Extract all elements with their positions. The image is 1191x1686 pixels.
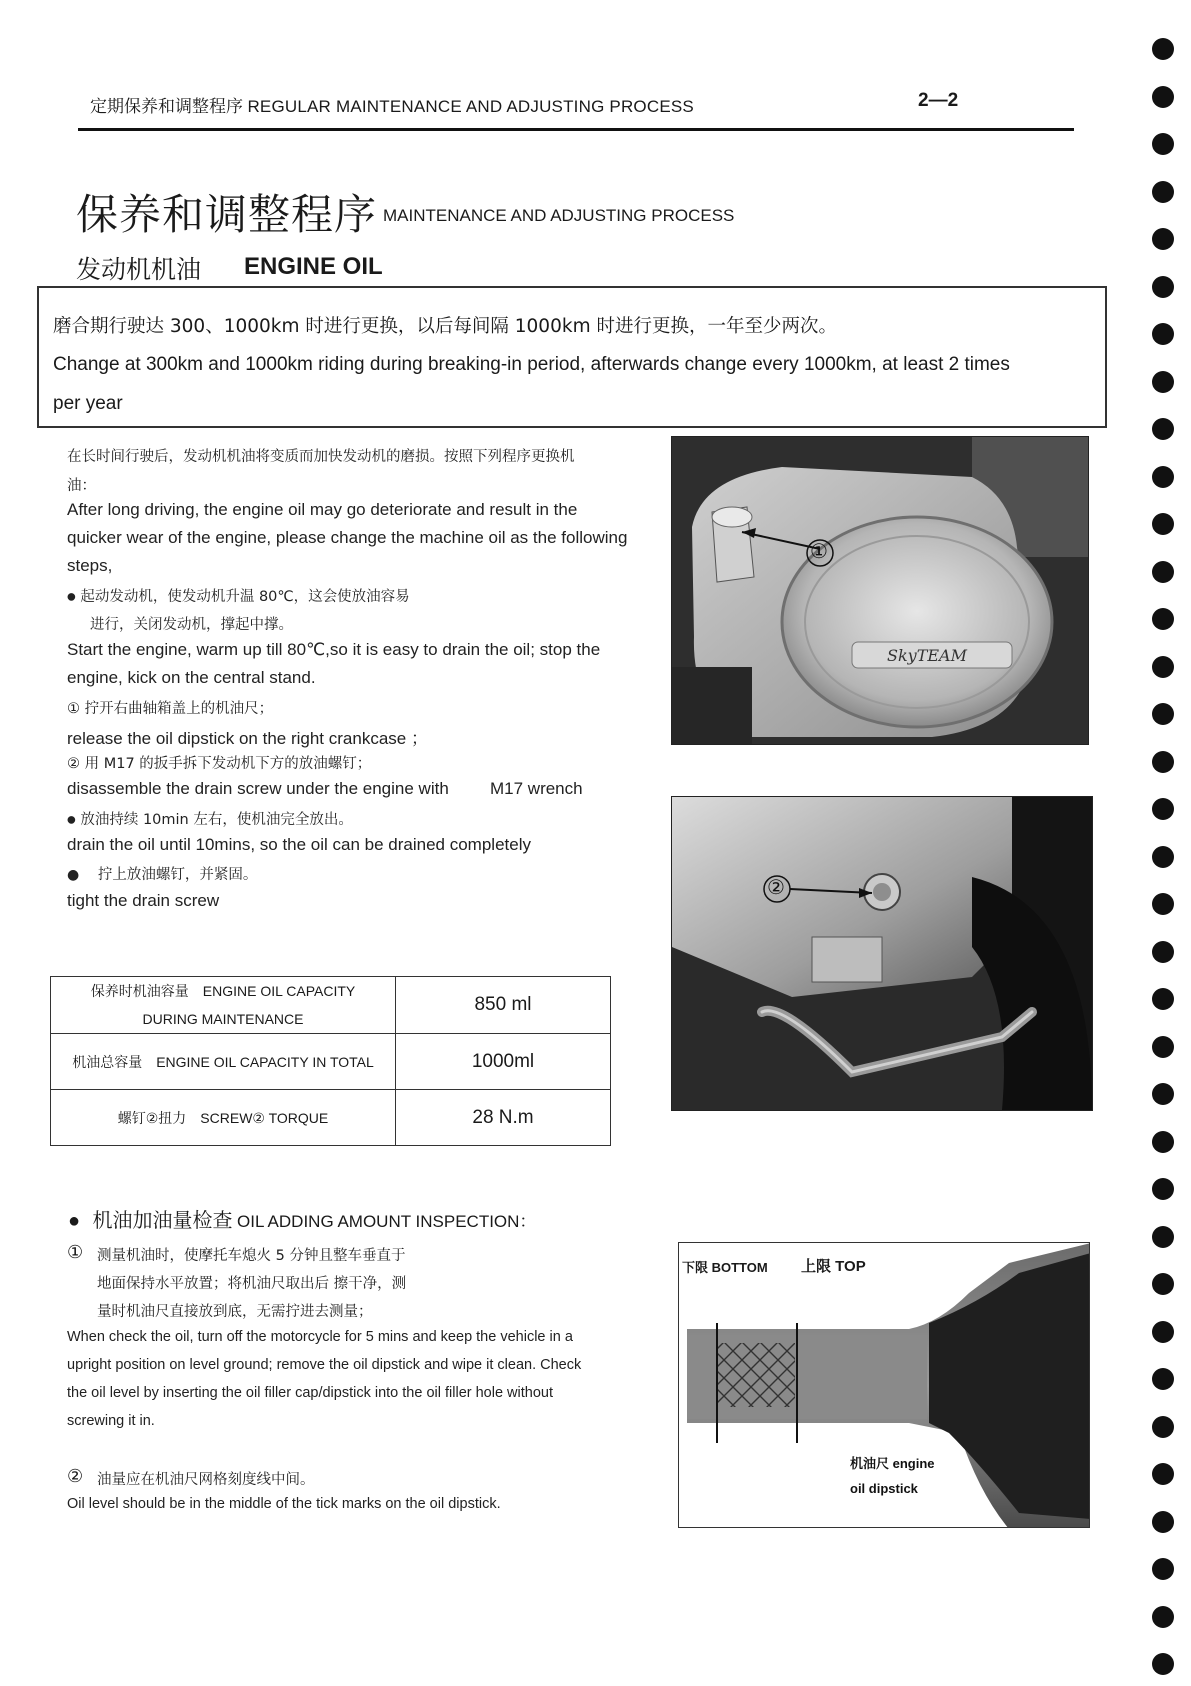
inspection-item1-number: ① [67, 1242, 84, 1262]
binding-hole [1152, 418, 1174, 440]
inspection-item1-cn-line1: 测量机油时，使摩托车熄火 5 分钟且整车垂直于 [97, 1248, 406, 1264]
binding-hole [1152, 513, 1174, 535]
binding-hole [1152, 276, 1174, 298]
bullet-icon: ● [68, 1210, 81, 1232]
binding-hole [1152, 466, 1174, 488]
row3-label: 螺钉②扭力 SCREW② TORQUE [51, 1090, 396, 1146]
dipstick-name-line2: oil dipstick [850, 1481, 918, 1496]
skyteam-logo-text: SkyTEAM [887, 646, 967, 665]
binding-hole [1152, 1226, 1174, 1248]
binding-hole [1152, 1131, 1174, 1153]
binding-hole [1152, 751, 1174, 773]
header-section-en: REGULAR MAINTENANCE AND ADJUSTING PROCESS [247, 97, 694, 116]
dipstick-name-line1: 机油尺 engine [850, 1453, 935, 1472]
binding-hole [1152, 561, 1174, 583]
header-rule [78, 128, 1074, 131]
step2-cn: ① 拧开右曲轴箱盖上的机油尺； [67, 701, 274, 717]
binding-hole [1152, 1321, 1174, 1343]
page-title-en: MAINTENANCE AND ADJUSTING PROCESS [383, 206, 735, 225]
running-header [90, 92, 694, 117]
inspection-item1-cn-line3: 量时机油尺直接放到底，无需拧进去测量； [97, 1304, 373, 1320]
dipstick-bottom-label: 下限 BOTTOM [682, 1260, 768, 1275]
table-row [51, 1034, 611, 1090]
binding-hole [1152, 656, 1174, 678]
row1-label-line2: DURING MAINTENANCE [142, 1011, 304, 1027]
inspection-item1-cn-line2: 地面保持水平放置；将机油尺取出后 擦干净，测 [97, 1276, 407, 1292]
binding-hole [1152, 703, 1174, 725]
binding-hole [1152, 1558, 1174, 1580]
binding-hole [1152, 38, 1174, 60]
step2-en: release the oil dipstick on the right crankcase ； [67, 729, 428, 748]
step1-cn-line2: 进行，关闭发动机，撑起中撑。 [90, 617, 293, 633]
row2-label: 机油总容量 ENGINE OIL CAPACITY IN TOTAL [51, 1034, 396, 1090]
page-number: 2—2 [918, 90, 959, 111]
oil-dipstick-figure [678, 1242, 1090, 1528]
inspection-item2-number: ② [67, 1466, 84, 1486]
step5-cn-line [67, 863, 257, 884]
binding-hole [1152, 323, 1174, 345]
binding-hole [1152, 1653, 1174, 1675]
binding-hole [1152, 133, 1174, 155]
binding-hole [1152, 1368, 1174, 1390]
intro-en-line1: After long driving, the engine oil may go deteriorate and result in the [67, 500, 578, 519]
table-cell-label [51, 977, 396, 1034]
binding-hole [1152, 86, 1174, 108]
section-title-cn: 发动机机油 [76, 255, 202, 284]
page-title-cn: 保养和调整程序 [76, 190, 378, 239]
step5-cn-text: 拧上放油螺钉，并紧固。 [97, 867, 258, 883]
engine-crankcase-illustration [672, 437, 1088, 744]
inspection-item1-en-line2: upright position on level ground; remove the oil dipstick and wipe it clean. Check [67, 1357, 582, 1373]
dipstick-top-label: 上限 TOP [801, 1258, 866, 1275]
binding-hole [1152, 1606, 1174, 1628]
step1-cn-line1 [67, 585, 410, 606]
binding-hole [1152, 228, 1174, 250]
binding-hole [1152, 846, 1174, 868]
inspection-item1-en-line3: the oil level by inserting the oil filler cap/dipstick into the oil filler hole without [67, 1385, 553, 1401]
callout-1-label: ① [810, 541, 828, 563]
binding-hole [1152, 988, 1174, 1010]
step3-cn: ② 用 M17 的扳手拆下发动机下方的放油螺钉； [67, 756, 372, 772]
binding-hole [1152, 893, 1174, 915]
bullet-icon: ● [67, 867, 80, 883]
table-row [51, 1090, 611, 1146]
oil-spec-table [50, 976, 611, 1146]
row1-value: 850 ml [396, 977, 611, 1034]
inspection-item1-en-line4: screwing it in. [67, 1413, 155, 1429]
step3-en-a: disassemble the drain screw under the engine with [67, 779, 449, 798]
binding-hole [1152, 1178, 1174, 1200]
binding-hole [1152, 941, 1174, 963]
notice-cn: 磨合期行驶达 300、1000km 时进行更换，以后每间隔 1000km 时进行更换，一年至少两次。 [53, 316, 837, 337]
step5-en: tight the drain screw [67, 891, 220, 910]
binding-hole [1152, 1416, 1174, 1438]
step4-en: drain the oil until 10mins, so the oil can be drained completely [67, 835, 531, 854]
step4-cn-text: 放油持续 10min 左右，使机油完全放出。 [80, 812, 353, 828]
header-section-cn: 定期保养和调整程序 [90, 97, 243, 117]
step1-en-line2: engine, kick on the central stand. [67, 668, 316, 687]
bullet-icon: ● [67, 591, 76, 603]
binding-hole [1152, 181, 1174, 203]
binding-hole [1152, 1036, 1174, 1058]
binding-hole [1152, 1463, 1174, 1485]
binding-hole [1152, 1511, 1174, 1533]
row2-value: 1000ml [396, 1034, 611, 1090]
engine-underside-illustration [672, 797, 1092, 1110]
binding-hole [1152, 1083, 1174, 1105]
engine-crankcase-photo [671, 436, 1089, 745]
row3-value: 28 N.m [396, 1090, 611, 1146]
inspection-item1-en-line1: When check the oil, turn off the motorcycle for 5 mins and keep the vehicle in a [67, 1329, 573, 1345]
intro-cn-line2: 油： [67, 478, 96, 494]
intro-cn-line1: 在长时间行驶后，发动机机油将变质而加快发动机的磨损。按照下列程序更换机 [67, 449, 575, 465]
inspection-item2-en: Oil level should be in the middle of the tick marks on the oil dipstick. [67, 1496, 501, 1512]
inspection-heading [68, 1204, 536, 1233]
inspection-item2-cn: 油量应在机油尺网格刻度线中间。 [97, 1472, 315, 1488]
table-row [51, 977, 611, 1034]
step4-cn-line [67, 808, 353, 829]
step1-cn-text: 起动发动机，使发动机升温 80℃，这会使放油容易 [80, 589, 410, 605]
binding-hole [1152, 608, 1174, 630]
intro-en-line2: quicker wear of the engine, please change the machine oil as the following [67, 528, 628, 547]
row1-label-line1: 保养时机油容量 ENGINE OIL CAPACITY [90, 983, 356, 999]
inspection-heading-cn: 机油加油量检查 [92, 1208, 233, 1232]
notice-en-line2: per year [53, 393, 123, 414]
step3-en-b: M17 wrench [490, 779, 583, 798]
callout-2-label: ② [767, 877, 785, 899]
change-interval-notice [37, 286, 1107, 428]
binding-hole [1152, 1273, 1174, 1295]
section-title-en: ENGINE OIL [244, 253, 383, 280]
bullet-icon: ● [67, 814, 76, 826]
notice-en-line1: Change at 300km and 1000km riding during breaking-in period, afterwards change every 1000km, at least 2 times [53, 354, 1010, 375]
inspection-heading-en: OIL ADDING AMOUNT INSPECTION： [237, 1212, 537, 1231]
binding-holes [1152, 30, 1182, 1670]
intro-en-line3: steps, [67, 556, 113, 575]
binding-hole [1152, 798, 1174, 820]
binding-hole [1152, 371, 1174, 393]
engine-underside-photo [671, 796, 1093, 1111]
step1-en-line1: Start the engine, warm up till 80℃,so it is easy to drain the oil; stop the [67, 640, 601, 659]
